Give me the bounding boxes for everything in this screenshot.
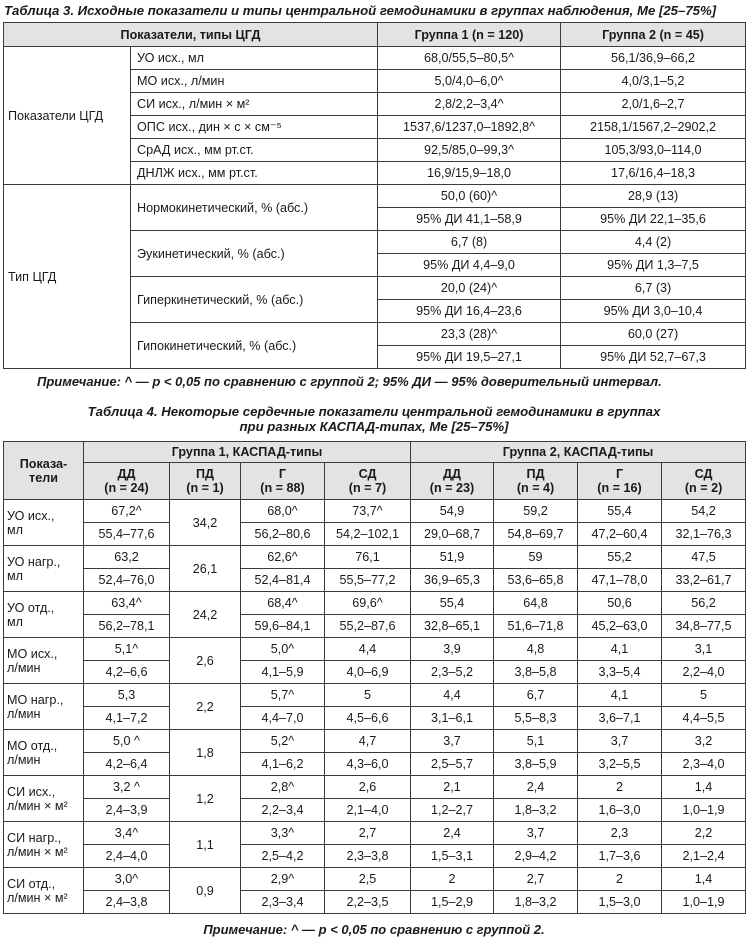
t4-range: 2,5–5,7 [411,753,494,776]
t3-group1-ci: 95% ДИ 41,1–58,9 [378,208,561,231]
t4-value: 64,8 [494,592,578,615]
t4-subheader [241,463,325,500]
t4-range: 55,2–87,6 [325,615,411,638]
t4-range: 2,2–4,0 [662,661,746,684]
t3-group2-value: 28,9 (13) [561,185,746,208]
t4-range: 55,5–77,2 [325,569,411,592]
table4 [3,441,746,914]
t4-range: 3,1–6,1 [411,707,494,730]
t4-range: 2,2–3,4 [241,799,325,822]
t4-pd-value: 2,2 [170,684,241,730]
t4-subheader-n: (n = 2) [684,481,723,495]
t4-value: 63,4^ [84,592,170,615]
t4-value: 3,7 [411,730,494,753]
t4-row [4,661,746,684]
t4-range: 3,2–5,5 [578,753,662,776]
t4-value: 5,0^ [241,638,325,661]
t4-value: 1,4 [662,776,746,799]
t3-header-group1: Группа 1 (n = 120) [378,23,561,47]
t4-row [4,753,746,776]
t4-subheader-name: Г [615,467,624,481]
t4-range: 54,2–102,1 [325,523,411,546]
t4-pd-value: 0,9 [170,868,241,914]
t4-value: 4,4 [411,684,494,707]
t3-group2-ci: 95% ДИ 3,0–10,4 [561,300,746,323]
t3-row [4,185,746,208]
t4-pd-value: 34,2 [170,500,241,546]
t4-value: 3,2 [662,730,746,753]
t4-row-label: МО нагр., л/мин [4,684,84,730]
t4-range: 59,6–84,1 [241,615,325,638]
t4-value: 5,3 [84,684,170,707]
t4-range: 29,0–68,7 [411,523,494,546]
t4-range: 3,6–7,1 [578,707,662,730]
t4-value: 6,7 [494,684,578,707]
t4-range: 2,5–4,2 [241,845,325,868]
t4-subheader [578,463,662,500]
t4-value: 55,4 [578,500,662,523]
t4-header-group2: Группа 2, КАСПАД-типы [411,442,746,463]
t4-row [4,822,746,845]
t4-value: 2,4 [411,822,494,845]
t4-value: 5,0 ^ [84,730,170,753]
table3 [3,22,746,369]
t4-range: 2,4–3,8 [84,891,170,914]
t4-range: 1,5–3,1 [411,845,494,868]
t4-pd-value: 24,2 [170,592,241,638]
t4-range: 32,1–76,3 [662,523,746,546]
t4-value: 3,7 [578,730,662,753]
t4-range: 56,2–78,1 [84,615,170,638]
t3-type-label: Нормокинетический, % (абс.) [131,185,378,231]
t3-group2-value: 2158,1/1567,2–2902,2 [561,116,746,139]
t3-group1-value: 68,0/55,5–80,5^ [378,47,561,70]
t4-range: 4,1–5,9 [241,661,325,684]
t4-row-label: УО отд., мл [4,592,84,638]
t4-row [4,615,746,638]
t4-range: 33,2–61,7 [662,569,746,592]
t3-group1-value: 20,0 (24)^ [378,277,561,300]
t4-value: 4,7 [325,730,411,753]
t3-section-label: Тип ЦГД [4,185,131,369]
t4-range: 2,1–2,4 [662,845,746,868]
t3-group1-value: 1537,6/1237,0–1892,8^ [378,116,561,139]
t3-group1-ci: 95% ДИ 16,4–23,6 [378,300,561,323]
t4-range: 1,6–3,0 [578,799,662,822]
t4-value: 5,1^ [84,638,170,661]
t4-value: 50,6 [578,592,662,615]
t4-value: 5 [662,684,746,707]
t4-range: 34,8–77,5 [662,615,746,638]
t4-range: 1,8–3,2 [494,891,578,914]
t4-range: 2,3–5,2 [411,661,494,684]
t4-row [4,684,746,707]
t3-group1-value: 92,5/85,0–99,3^ [378,139,561,162]
t4-row [4,523,746,546]
t3-group1-value: 6,7 (8) [378,231,561,254]
t4-value: 5,2^ [241,730,325,753]
t4-subheader-n: (n = 23) [429,481,475,495]
t4-range: 4,1–6,2 [241,753,325,776]
t4-range: 1,8–3,2 [494,799,578,822]
t4-value: 5 [325,684,411,707]
t4-row [4,546,746,569]
t4-row [4,799,746,822]
t3-group1-ci: 95% ДИ 4,4–9,0 [378,254,561,277]
t4-range: 1,5–3,0 [578,891,662,914]
t3-group2-value: 2,0/1,6–2,7 [561,93,746,116]
t4-value: 47,5 [662,546,746,569]
t4-value: 62,6^ [241,546,325,569]
t4-row [4,730,746,753]
t4-range: 2,3–3,8 [325,845,411,868]
t3-section-label: Показатели ЦГД [4,47,131,185]
t4-value: 68,0^ [241,500,325,523]
t4-subheader [84,463,170,500]
t4-range: 5,5–8,3 [494,707,578,730]
t4-row [4,707,746,730]
t4-range: 53,6–65,8 [494,569,578,592]
t4-value: 2,2 [662,822,746,845]
t4-value: 2,7 [494,868,578,891]
t4-range: 4,4–7,0 [241,707,325,730]
t4-range: 56,2–80,6 [241,523,325,546]
t4-value: 67,2^ [84,500,170,523]
t4-range: 4,4–5,5 [662,707,746,730]
t4-subheader-n: (n = 88) [260,481,305,495]
t4-value: 2,4 [494,776,578,799]
t4-value: 59,2 [494,500,578,523]
t4-value: 2,6 [325,776,411,799]
t4-value: 4,1 [578,638,662,661]
t3-group2-value: 105,3/93,0–114,0 [561,139,746,162]
table4-caption [0,404,748,434]
t3-group2-value: 17,6/16,4–18,3 [561,162,746,185]
t3-type-label: Гиперкинетический, % (абс.) [131,277,378,323]
t4-row [4,569,746,592]
t4-value: 3,4^ [84,822,170,845]
t4-subheader [325,463,411,500]
t4-value: 2,3 [578,822,662,845]
t4-value: 2,7 [325,822,411,845]
t4-pd-value: 26,1 [170,546,241,592]
t4-subheader [170,463,241,500]
t3-row [4,47,746,70]
t4-row-label: СИ отд., л/мин × м² [4,868,84,914]
t4-row-label: МО исх., л/мин [4,638,84,684]
t4-row [4,592,746,615]
t4-row-label: УО нагр., мл [4,546,84,592]
table4-note: Примечание: ^ — p < 0,05 по сравнению с группой 2. [203,922,545,937]
t4-range: 2,3–3,4 [241,891,325,914]
t4-pd-value: 1,1 [170,822,241,868]
t3-indicator-label: СИ исх., л/мин × м² [131,93,378,116]
t4-range: 2,9–4,2 [494,845,578,868]
t4-value: 2,9^ [241,868,325,891]
t4-row [4,776,746,799]
t4-subheader [662,463,746,500]
t4-value: 3,9 [411,638,494,661]
t4-header-indicators: Показа- тели [4,442,84,500]
t4-range: 4,2–6,6 [84,661,170,684]
t4-value: 54,2 [662,500,746,523]
t4-subheader-name: Г [278,467,287,481]
t4-row [4,845,746,868]
t4-range: 36,9–65,3 [411,569,494,592]
t4-value: 73,7^ [325,500,411,523]
t4-value: 2 [578,776,662,799]
t4-value: 1,4 [662,868,746,891]
t3-indicator-label: МО исх., л/мин [131,70,378,93]
table3-note: Примечание: ^ — p < 0,05 по сравнению с группой 2; 95% ДИ — 95% доверительный интервал. [37,374,662,389]
t4-range: 4,3–6,0 [325,753,411,776]
t4-range: 51,6–71,8 [494,615,578,638]
t4-range: 2,3–4,0 [662,753,746,776]
t4-subheader-name: СД [694,467,713,481]
t4-subheader-n: (n = 4) [516,481,555,495]
t4-value: 69,6^ [325,592,411,615]
t4-value: 63,2 [84,546,170,569]
t3-group1-value: 16,9/15,9–18,0 [378,162,561,185]
t4-row [4,868,746,891]
t4-range: 45,2–63,0 [578,615,662,638]
t3-type-label: Гипокинетический, % (абс.) [131,323,378,369]
t4-range: 52,4–76,0 [84,569,170,592]
t3-group2-ci: 95% ДИ 22,1–35,6 [561,208,746,231]
t4-value: 4,8 [494,638,578,661]
t4-range: 2,4–3,9 [84,799,170,822]
t4-value: 55,4 [411,592,494,615]
t4-range: 4,1–7,2 [84,707,170,730]
t3-indicator-label: УО исх., мл [131,47,378,70]
t4-value: 3,2 ^ [84,776,170,799]
t4-value: 2 [411,868,494,891]
t3-indicator-label: СрАД исх., мм рт.ст. [131,139,378,162]
t4-range: 47,1–78,0 [578,569,662,592]
t4-row [4,500,746,523]
table4-caption-line2: при разных КАСПАД-типах, Ме [25–75%] [239,419,509,434]
t3-group2-value: 4,4 (2) [561,231,746,254]
t3-group2-value: 60,0 (27) [561,323,746,346]
t4-value: 4,1 [578,684,662,707]
t3-header-group2: Группа 2 (n = 45) [561,23,746,47]
t3-group2-value: 6,7 (3) [561,277,746,300]
t4-subheader-n: (n = 7) [348,481,387,495]
t3-indicator-label: ОПС исх., дин × с × см⁻⁵ [131,116,378,139]
t4-header-group1: Группа 1, КАСПАД-типы [84,442,411,463]
t3-group1-value: 2,8/2,2–3,4^ [378,93,561,116]
t3-group1-value: 50,0 (60)^ [378,185,561,208]
table3-caption: Таблица 3. Исходные показатели и типы центральной гемодинамики в группах наблюдения, Ме [25–75%] [4,3,717,18]
t4-range: 1,7–3,6 [578,845,662,868]
t4-row-label: МО отд., л/мин [4,730,84,776]
t4-range: 32,8–65,1 [411,615,494,638]
t4-value: 2,1 [411,776,494,799]
t4-range: 1,0–1,9 [662,891,746,914]
t4-value: 55,2 [578,546,662,569]
t3-group2-ci: 95% ДИ 1,3–7,5 [561,254,746,277]
t4-pd-value: 2,6 [170,638,241,684]
t4-range: 4,0–6,9 [325,661,411,684]
t4-subheader-n: (n = 16) [597,481,642,495]
t4-value: 51,9 [411,546,494,569]
t4-value: 2,5 [325,868,411,891]
t4-value: 76,1 [325,546,411,569]
t4-row-label: СИ нагр., л/мин × м² [4,822,84,868]
t4-range: 2,2–3,5 [325,891,411,914]
t4-range: 1,5–2,9 [411,891,494,914]
t4-value: 3,1 [662,638,746,661]
t4-value: 4,4 [325,638,411,661]
t4-row [4,638,746,661]
t4-range: 54,8–69,7 [494,523,578,546]
t4-range: 3,8–5,8 [494,661,578,684]
t4-value: 3,7 [494,822,578,845]
t4-range: 4,2–6,4 [84,753,170,776]
t4-range: 1,0–1,9 [662,799,746,822]
t4-subheader-n: (n = 1) [186,481,224,495]
t4-value: 3,0^ [84,868,170,891]
t4-range: 55,4–77,6 [84,523,170,546]
t4-pd-value: 1,2 [170,776,241,822]
t4-subheader-name: СД [358,467,377,481]
t4-value: 3,3^ [241,822,325,845]
t3-indicator-label: ДНЛЖ исх., мм рт.ст. [131,162,378,185]
t4-subheader [411,463,494,500]
t4-value: 68,4^ [241,592,325,615]
t4-row [4,891,746,914]
t4-pd-value: 1,8 [170,730,241,776]
t4-subheader-name: ДД [117,467,136,481]
t4-subheader-name: ДД [443,467,461,481]
t3-group2-ci: 95% ДИ 52,7–67,3 [561,346,746,369]
t4-subheader-name: ПД [526,467,545,481]
t4-value: 5,1 [494,730,578,753]
t4-row-label: СИ исх., л/мин × м² [4,776,84,822]
t4-value: 59 [494,546,578,569]
t4-range: 4,5–6,6 [325,707,411,730]
t4-range: 52,4–81,4 [241,569,325,592]
table4-caption-line1: Таблица 4. Некоторые сердечные показатели центральной гемодинамики в группах [87,404,661,419]
t4-range: 47,2–60,4 [578,523,662,546]
t4-value: 2,8^ [241,776,325,799]
t4-range: 1,2–2,7 [411,799,494,822]
t4-range: 2,4–4,0 [84,845,170,868]
t4-subheader [494,463,578,500]
t4-value: 56,2 [662,592,746,615]
t3-header-indicators: Показатели, типы ЦГД [4,23,378,47]
t3-group1-value: 5,0/4,0–6,0^ [378,70,561,93]
t4-value: 2 [578,868,662,891]
t3-type-label: Эукинетический, % (абс.) [131,231,378,277]
t4-value: 5,7^ [241,684,325,707]
t3-group2-value: 56,1/36,9–66,2 [561,47,746,70]
t4-range: 3,3–5,4 [578,661,662,684]
t3-group2-value: 4,0/3,1–5,2 [561,70,746,93]
t4-range: 2,1–4,0 [325,799,411,822]
t4-value: 54,9 [411,500,494,523]
t4-subheader-name: ПД [195,467,215,481]
t3-group1-ci: 95% ДИ 19,5–27,1 [378,346,561,369]
t4-range: 3,8–5,9 [494,753,578,776]
t4-row-label: УО исх., мл [4,500,84,546]
t4-subheader-n: (n = 24) [104,481,149,495]
t3-group1-value: 23,3 (28)^ [378,323,561,346]
